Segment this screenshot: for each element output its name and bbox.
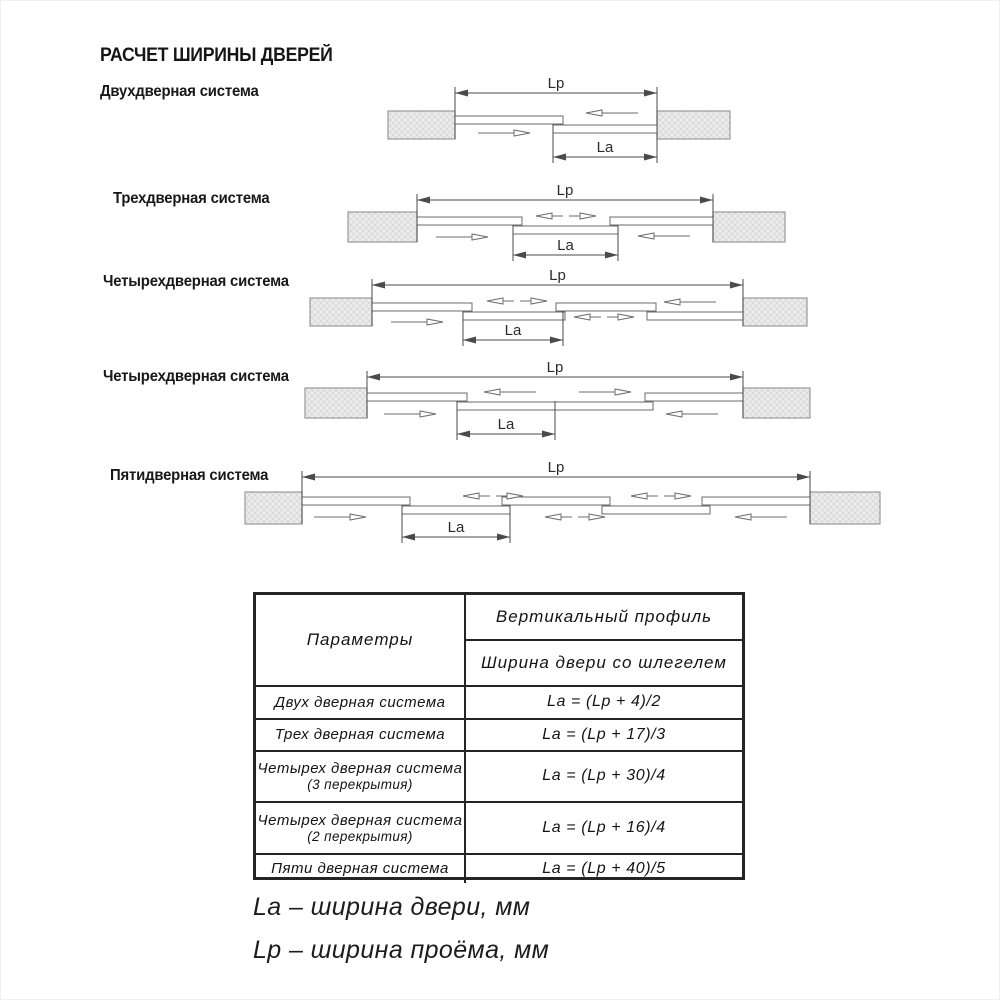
table-row-name: Четырех дверная система (2 перекрытия) — [256, 801, 466, 853]
la-dimension-label: La — [447, 519, 465, 536]
dim-arrowhead-left — [457, 431, 470, 438]
lp-dimension-label: Lp — [547, 75, 565, 92]
dim-arrowhead-right — [730, 282, 743, 289]
dim-arrowhead-right — [605, 252, 618, 259]
door-panel — [302, 497, 410, 505]
door-panel — [556, 303, 656, 311]
slide-arrow-head — [675, 493, 691, 499]
wall-right — [743, 388, 810, 418]
dim-arrowhead-left — [372, 282, 385, 289]
diagram-three-door — [348, 182, 785, 261]
diagram-label-two-door: Двухдверная система — [100, 83, 259, 100]
table-header-door-width — [466, 639, 742, 685]
slide-arrow-head — [580, 213, 596, 219]
diagram-label-four-door-b: Четырехдверная система — [103, 368, 289, 385]
footnote-la: La – ширина двери, мм — [253, 893, 531, 921]
table-row-name: Трех дверная система — [256, 718, 466, 750]
wall-left — [388, 111, 455, 139]
page-title: РАСЧЕТ ШИРИНЫ ДВЕРЕЙ — [100, 45, 333, 66]
slide-arrow-head — [472, 234, 488, 240]
door-panel — [645, 393, 743, 401]
table-row-formula: La = (Lp + 30)/4 — [466, 750, 742, 801]
slide-arrow-head — [545, 514, 561, 520]
dim-arrowhead-left — [402, 534, 415, 541]
lp-dimension-label: Lp — [547, 459, 565, 476]
lp-dimension-label: Lp — [549, 267, 566, 284]
wall-left — [348, 212, 417, 242]
wall-right — [657, 111, 730, 139]
table-header-text: Параметры — [306, 630, 414, 650]
table-row-name: Двух дверная система — [256, 685, 466, 718]
dim-arrowhead-right — [700, 197, 713, 204]
table-header-parameters — [256, 595, 466, 685]
slide-arrow-head — [615, 389, 631, 395]
door-panel — [402, 506, 510, 514]
wall-right — [713, 212, 785, 242]
table-row-name: Пяти дверная система — [256, 853, 466, 883]
diagram-label-four-door-a: Четырехдверная система — [103, 273, 289, 290]
slide-arrow-head — [574, 314, 590, 320]
dim-arrowhead-right — [542, 431, 555, 438]
dim-arrowhead-left — [553, 154, 566, 161]
slide-arrow-head — [427, 319, 443, 325]
slide-arrow-head — [631, 493, 647, 499]
la-dimension-label: La — [497, 416, 515, 433]
slide-arrow-head — [531, 298, 547, 304]
diagram-four-door-b — [305, 359, 810, 440]
slide-arrow-head — [420, 411, 436, 417]
dim-arrowhead-left — [513, 252, 526, 259]
wall-left — [245, 492, 302, 524]
slide-arrow-head — [666, 411, 682, 417]
door-panel — [367, 393, 467, 401]
diagram-label-five-door: Пятидверная система — [110, 467, 269, 484]
footnote-lp: Lp – ширина проёма, мм — [253, 936, 550, 964]
door-panel — [502, 497, 610, 505]
la-dimension-label: La — [557, 237, 574, 254]
la-dimension-label: La — [504, 322, 522, 339]
wall-right — [810, 492, 880, 524]
slide-arrow-head — [638, 233, 654, 239]
door-panel — [647, 312, 743, 320]
door-panel — [417, 217, 522, 225]
table-row-formula: La = (Lp + 17)/3 — [466, 718, 742, 750]
door-panel — [455, 116, 563, 124]
lp-dimension-label: Lp — [546, 359, 564, 376]
door-panel — [702, 497, 810, 505]
slide-arrow-head — [514, 130, 530, 136]
diagram-two-door — [388, 75, 730, 163]
slide-arrow-head — [589, 514, 605, 520]
door-panel — [463, 312, 565, 320]
slide-arrow-head — [350, 514, 366, 520]
slide-arrow-head — [484, 389, 500, 395]
dim-arrowhead-right — [550, 337, 563, 344]
formula-table — [253, 592, 745, 880]
dim-arrowhead-left — [417, 197, 430, 204]
dim-arrowhead-right — [730, 374, 743, 381]
dim-arrowhead-right — [644, 90, 657, 97]
dim-arrowhead-left — [463, 337, 476, 344]
door-panel — [372, 303, 472, 311]
slide-arrow-head — [536, 213, 552, 219]
door-panel — [553, 125, 657, 133]
la-dimension-label: La — [596, 139, 614, 156]
door-panel — [457, 402, 555, 410]
door-panel — [513, 226, 618, 234]
door-panel — [555, 402, 653, 410]
table-row-name: Четырех дверная система (3 перекрытия) — [256, 750, 466, 801]
lp-dimension-label: Lp — [556, 182, 574, 199]
dim-arrowhead-right — [797, 474, 810, 481]
slide-arrow-head — [487, 298, 503, 304]
slide-arrow-head — [463, 493, 479, 499]
wall-left — [310, 298, 372, 326]
slide-arrow-head — [735, 514, 751, 520]
diagram-four-door-a — [310, 267, 807, 346]
dim-arrowhead-right — [497, 534, 510, 541]
table-row-formula: La = (Lp + 4)/2 — [466, 685, 742, 718]
slide-arrow-head — [664, 299, 680, 305]
table-row-formula: La = (Lp + 16)/4 — [466, 801, 742, 853]
dim-arrowhead-left — [455, 90, 468, 97]
dim-arrowhead-right — [644, 154, 657, 161]
door-panel — [602, 506, 710, 514]
dim-arrowhead-left — [367, 374, 380, 381]
wall-left — [305, 388, 367, 418]
diagram-five-door — [245, 459, 880, 543]
slide-arrow-head — [586, 110, 602, 116]
dim-arrowhead-left — [302, 474, 315, 481]
door-panel — [610, 217, 713, 225]
table-header-text: Ширина двери со шлегелем — [481, 653, 727, 673]
table-header-text: Вертикальный профиль — [495, 607, 713, 627]
diagram-label-three-door: Трехдверная система — [113, 190, 270, 207]
table-header-vertical-profile — [466, 595, 742, 639]
wall-right — [743, 298, 807, 326]
slide-arrow-head — [618, 314, 634, 320]
table-row-formula: La = (Lp + 40)/5 — [466, 853, 742, 883]
